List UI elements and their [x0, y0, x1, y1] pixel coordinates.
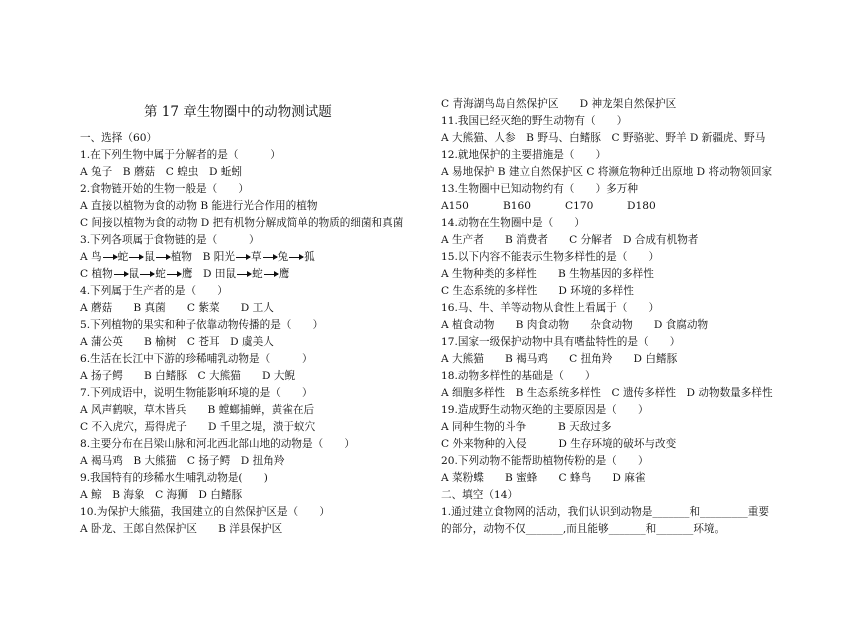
- question: 13.生物圈中已知动物约有（ ）多万种: [441, 183, 638, 195]
- question: 11.我国已经灭绝的野生动物有（ ）: [441, 115, 628, 127]
- options: A 蒲公英 B 榆树 C 苍耳 D 虞美人: [80, 336, 274, 348]
- section-heading: 二、填空（14）: [441, 489, 519, 501]
- options: A 兔子 B 蘑菇 C 蝗虫 D 蚯蚓: [80, 166, 243, 178]
- question: 3.下列各项属于食物链的是（ ）: [80, 234, 260, 246]
- question: 15.以下内容不能表示生物多样性的是（ ）: [441, 251, 660, 263]
- chain-item: B 阳光: [202, 251, 235, 263]
- option: A150: [441, 200, 469, 212]
- option: B160: [503, 200, 532, 212]
- chain-item: 蛇: [252, 268, 263, 280]
- options: A 易地保护 B 建立自然保护区 C 将濒危物种迁出原地 D 将动物领回家: [441, 166, 773, 178]
- options: C 间接以植物为食的动物 D 把有机物分解成简单的物质的细菌和真菌: [80, 217, 404, 229]
- chain-item: 鼠: [144, 251, 155, 263]
- options: A 同种生物的斗争 B 天敌过多: [441, 421, 612, 433]
- options: A 卧龙、王郎自然保护区 B 洋县保护区: [80, 523, 283, 535]
- question: 1.在下列生物中属于分解者的是（ ）: [80, 149, 281, 161]
- arrow-icon: [263, 257, 277, 258]
- question: 16.马、牛、羊等动物从食性上看属于（ ）: [441, 302, 660, 314]
- options: C 不入虎穴，焉得虎子 D 千里之堤，溃于蚁穴: [80, 421, 316, 433]
- options: C 外来物种的入侵 D 生存环境的破坏与改变: [441, 438, 677, 450]
- food-chain-options-ab: [80, 250, 315, 264]
- options: A 植食动物 B 肉食动物 杂食动物 D 食腐动物: [441, 319, 709, 331]
- options: A 菜粉蝶 B 蜜蜂 C 蜂鸟 D 麻雀: [441, 472, 646, 484]
- options: A 细胞多样性 B 生态系统多样性 C 遗传多样性 D 动物数量多样性: [441, 387, 773, 399]
- options: A 鲸 B 海象 C 海狮 D 白鳍豚: [80, 489, 243, 501]
- chain-item: 草: [250, 251, 262, 263]
- arrow-icon: [140, 274, 154, 275]
- options: A 风声鹤唳，草木皆兵 B 螳螂捕蝉，黄雀在后: [80, 404, 315, 416]
- options: A 蘑菇 B 真菌 C 紫菜 D 工人: [80, 302, 274, 314]
- options: A 大熊猫、人参 B 野马、白鳍豚 C 野骆驼、野羊 D 新疆虎、野马: [441, 132, 766, 144]
- question: 19.造成野生动物灭绝的主要原因是（ ）: [441, 404, 649, 416]
- chain-item: 鹰: [278, 268, 290, 280]
- question: 9.我国特有的珍稀水生哺乳动物是( ): [80, 472, 268, 484]
- option: C170: [565, 200, 594, 212]
- question: 14.动物在生物圈中是（ ）: [441, 217, 585, 229]
- chain-item: D 田鼠: [203, 268, 237, 280]
- options: A 直接以植物为食的动物 B 能进行光合作用的植物: [80, 200, 318, 212]
- options: A 生物种类的多样性 B 生物基因的多样性: [441, 268, 654, 280]
- arrow-icon: [156, 257, 170, 258]
- arrow-icon: [167, 274, 181, 275]
- options: A 大熊猫 B 褐马鸡 C 扭角羚 D 白鳍豚: [441, 353, 678, 365]
- question: 18.动物多样性的基础是（ ）: [441, 370, 596, 382]
- options: A 生产者 B 消费者 C 分解者 D 合成有机物者: [441, 234, 699, 246]
- options: A 扬子鳄 B 白鳍豚 C 大熊猫 D 大鲵: [80, 370, 296, 382]
- chain-item: 鹰: [181, 268, 193, 280]
- arrow-icon: [114, 274, 128, 275]
- chain-item: 蛇: [117, 251, 129, 263]
- question: 5.下列植物的果实和种子依靠动物传播的是（ ）: [80, 319, 324, 331]
- chain-item: 蛇: [155, 268, 166, 280]
- page-title: 第 17 章生物圈中的动物测试题: [144, 104, 332, 120]
- options: C 青海湖鸟岛自然保护区 D 神龙架自然保护区: [441, 98, 677, 110]
- chain-item: C 植物: [80, 268, 113, 280]
- arrow-icon: [236, 257, 250, 258]
- question: 7.下列成语中，说明生物能影响环境的是（ ）: [80, 387, 313, 399]
- question: 12.就地保护的主要措施是（ ）: [441, 149, 607, 161]
- question: 8.主要分布在吕梁山脉和河北西北部山地的动物是（ ）: [80, 438, 355, 450]
- chain-item: A 鸟: [80, 251, 102, 263]
- question: 2.食物链开始的生物一般是（ ）: [80, 183, 250, 195]
- chain-item: 狐: [304, 251, 315, 263]
- options: [441, 199, 656, 213]
- question: 6.生活在长江中下游的珍稀哺乳动物是（ ）: [80, 353, 313, 365]
- chain-item: 兔: [277, 251, 289, 263]
- option: D180: [627, 200, 656, 212]
- fill-blank-question: 的部分，动物不仅_______,而且能够_______和_______环境。: [441, 523, 726, 535]
- fill-blank-question: 1.通过建立食物网的活动，我们认识到动物是_______和_________重要: [441, 506, 769, 518]
- arrow-icon: [237, 274, 251, 275]
- arrow-icon: [103, 257, 117, 258]
- chain-item: 植物: [170, 251, 192, 263]
- question: 17.国家一级保护动物中具有嗜盐特性的是（ ）: [441, 336, 681, 348]
- arrow-icon: [264, 274, 278, 275]
- arrow-icon: [289, 257, 303, 258]
- question: 20.下列动物不能帮助植物传粉的是（ ）: [441, 455, 649, 467]
- section-heading: 一、选择（60）: [80, 132, 158, 144]
- chain-item: 鼠: [128, 268, 140, 280]
- food-chain-options-cd: [80, 267, 289, 281]
- options: C 生态系统的多样性 D 环境的多样性: [441, 285, 634, 297]
- options: A 褐马鸡 B 大熊猫 C 扬子鳄 D 扭角羚: [80, 455, 285, 467]
- arrow-icon: [129, 257, 143, 258]
- question: 4.下列属于生产者的是（ ）: [80, 285, 228, 297]
- question: 10.为保护大熊猫，我国建立的自然保护区是（ ）: [80, 506, 330, 518]
